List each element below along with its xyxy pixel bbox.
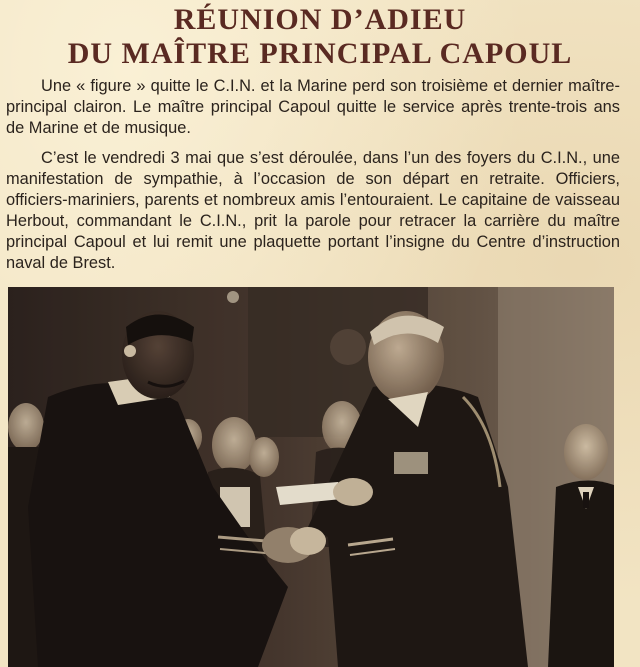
article-paragraph-1: Une « figure » quitte le C.I.N. et la Marine perd son troisième et dernier maître-principal clairon. Le maître principal Capoul quitte le service après trente-trois ans de Marine et de musique. [6,77,620,137]
article-paragraph-2: C’est le vendredi 3 mai que s’est déroulée, dans l’un des foyers du C.I.N., une manifestation de sympathie, à l’occasion de son départ en retraite. Officiers, officiers-mariniers, parents et nombreux amis l’entouraient. Le capitaine de vaisseau Herbout, commandant le C.I.N., prit la parole pour retracer la carrière du maître principal Capoul et lui remit une plaquette portant l’insigne du Centre d’instruction naval de Brest. [6,149,620,272]
ceremony-photo [8,287,614,667]
headline-line-1: RÉUNION D’ADIEU [173,3,467,36]
headline-line-2: DU MAÎTRE PRINCIPAL CAPOUL [67,37,573,70]
